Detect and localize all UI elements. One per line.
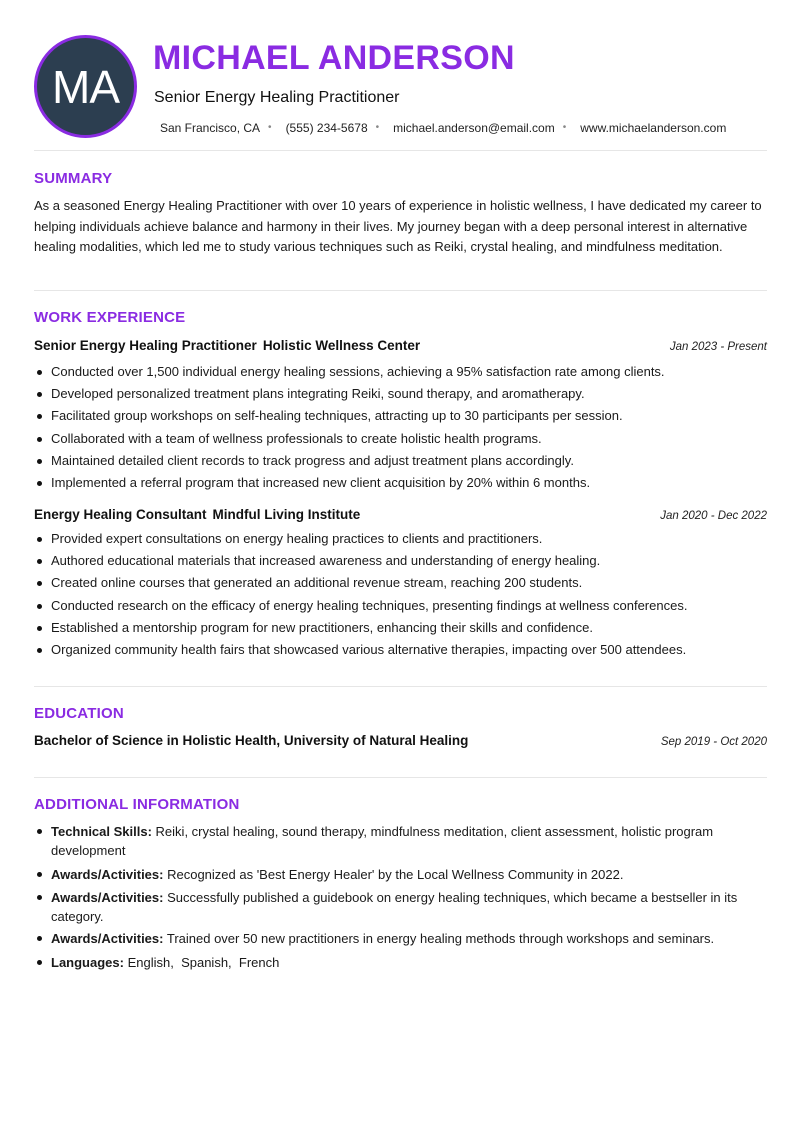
candidate-name: MICHAEL ANDERSON	[153, 39, 515, 77]
item-label: Awards/Activities:	[51, 931, 164, 946]
item-text: Recognized as 'Best Energy Healer' by the Local Wellness Community in 2022.	[167, 866, 624, 882]
avatar-initials: MA	[52, 60, 119, 113]
avatar	[34, 35, 137, 138]
job-header	[34, 338, 767, 353]
job-organization: Mindful Living Institute	[212, 507, 361, 522]
additional-item	[34, 865, 767, 884]
bullet-separator-icon: •	[268, 122, 272, 133]
job-role: Senior Energy Healing Practitioner	[34, 338, 257, 353]
job-bullet: Conducted research on the efficacy of energy healing techniques, presenting findings at wellness conferences.	[34, 597, 767, 615]
item-text: Reiki, crystal healing, sound therapy, mindfulness meditation, client assessment, holistic program development	[51, 824, 714, 858]
section-divider	[34, 290, 767, 291]
job-bullet: Developed personalized treatment plans integrating Reiki, sound therapy, and aromatherapy.	[34, 385, 767, 403]
job-dates: Jan 2020 - Dec 2022	[660, 510, 767, 522]
contact-website[interactable]: www.michaelanderson.com	[580, 121, 727, 135]
job-bullet: Collaborated with a team of wellness professionals to create holistic health programs.	[34, 430, 767, 448]
resume-page	[34, 0, 767, 970]
contact-info	[160, 120, 726, 136]
additional-info-heading: ADDITIONAL INFORMATION	[34, 796, 240, 813]
job-header	[34, 507, 767, 522]
job-bullet: Conducted over 1,500 individual energy healing sessions, achieving a 95% satisfaction rate among clients.	[34, 363, 767, 381]
job-role: Energy Healing Consultant	[34, 507, 207, 522]
item-text: Successfully published a guidebook on energy healing techniques, which became a bestseller in its category.	[51, 890, 738, 924]
candidate-title: Senior Energy Healing Practitioner	[154, 89, 400, 106]
education-entry	[34, 733, 767, 748]
contact-phone[interactable]: (555) 234-5678	[285, 121, 368, 135]
additional-item	[34, 888, 767, 926]
job-bullet: Maintained detailed client records to track progress and adjust treatment plans accordingly.	[34, 452, 767, 470]
item-label: Languages:	[51, 954, 124, 970]
job-bullet: Facilitated group workshops on self-healing techniques, attracting up to 30 participants per session.	[34, 407, 767, 425]
experience-heading: WORK EXPERIENCE	[34, 309, 186, 326]
additional-item	[34, 822, 767, 860]
contact-location: San Francisco, CA	[160, 121, 261, 135]
section-divider	[34, 150, 767, 151]
job-organization: Holistic Wellness Center	[262, 338, 421, 353]
section-divider	[34, 686, 767, 687]
job-bullet: Organized community health fairs that showcased various alternative therapies, impacting over 500 attendees.	[34, 641, 767, 659]
item-label: Awards/Activities:	[51, 890, 164, 905]
item-text: Trained over 50 new practitioners in energy healing methods through workshops and seminars.	[166, 931, 715, 946]
job-bullets	[34, 530, 767, 663]
additional-item	[34, 929, 767, 948]
item-text: English, Spanish, French	[127, 954, 280, 970]
contact-email[interactable]: michael.anderson@email.com	[393, 121, 555, 135]
summary-text: As a seasoned Energy Healing Practitioner with over 10 years of experience in holistic wellness, I have dedicated my career to helping individuals achieve balance and harmony in their lives. My journey began with a deep personal interest in alternative healing modalities, which led me to study various techniques such as Reiki, crystal healing, and mindfulness meditation.	[34, 198, 762, 254]
job-bullet: Established a mentorship program for new practitioners, enhancing their skills and confidence.	[34, 619, 767, 637]
item-label: Technical Skills:	[51, 824, 152, 839]
item-label: Awards/Activities:	[51, 866, 164, 882]
job-bullet: Implemented a referral program that increased new client acquisition by 20% within 6 months.	[34, 474, 767, 492]
bullet-separator-icon: •	[375, 122, 380, 133]
job-bullet: Created online courses that generated an additional revenue stream, reaching 200 students.	[34, 574, 767, 592]
resume-header	[34, 0, 767, 151]
bullet-separator-icon: •	[562, 122, 567, 133]
job-bullets	[34, 363, 767, 496]
job-bullet: Provided expert consultations on energy healing practices to clients and practitioners.	[34, 530, 767, 548]
job-bullet: Authored educational materials that increased awareness and understanding of energy healing.	[34, 552, 767, 570]
additional-item	[34, 953, 767, 972]
degree: Bachelor of Science in Holistic Health, University of Natural Healing	[34, 733, 469, 748]
job-dates: Jan 2023 - Present	[669, 341, 767, 353]
section-divider	[34, 777, 767, 778]
education-dates: Sep 2019 - Oct 2020	[660, 736, 767, 748]
summary-heading: SUMMARY	[34, 170, 113, 187]
additional-info-list	[34, 822, 767, 976]
education-heading: EDUCATION	[34, 705, 124, 722]
